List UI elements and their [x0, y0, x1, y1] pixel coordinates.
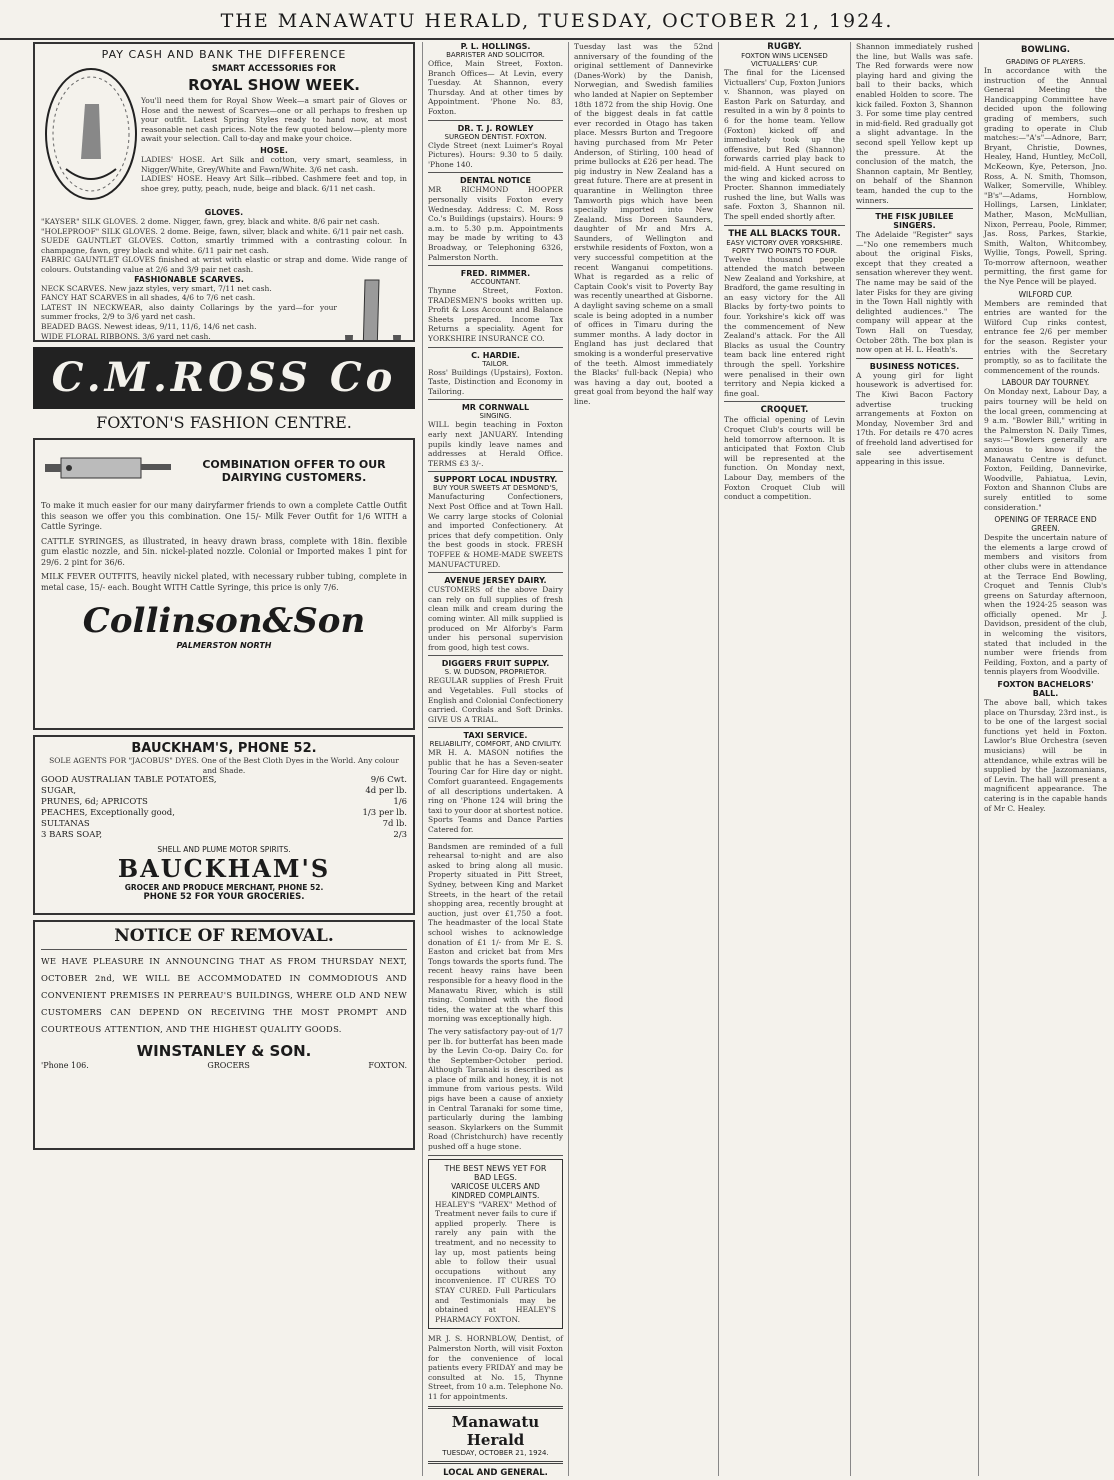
card-subheading: RELIABILITY, COMFORT, AND CIVILITY. [429, 740, 562, 749]
glove-item: "KAYSER" SILK GLOVES. 2 dome. Nigger, fawn, grey, black and white. 8/6 pair net cash. [41, 217, 380, 226]
divider [428, 120, 563, 121]
column-ads [28, 42, 420, 1476]
winstanley-grocers: GROCERS [207, 1061, 250, 1070]
collinson-dairy-ad [33, 438, 415, 730]
collinson-town: PALMERSTON NORTH [176, 641, 272, 650]
card-subheading: S. W. DUDSON, PROPRIETOR. [444, 668, 547, 677]
healey-varex-ad [428, 1159, 563, 1330]
card-subheading: SURGEON DENTIST. FOXTON. [444, 132, 547, 141]
croquet-heading: CROQUET. [760, 405, 809, 416]
glove-item: FABRIC GAUNTLET GLOVES finished at wrist with elastic or strap and dome. Wide range of colours. Outstanding value at 2/6 and 3/9 pair net cash. [41, 255, 407, 274]
scarf-item [41, 341, 337, 342]
card-heading: SUPPORT LOCAL INDUSTRY. [433, 475, 558, 485]
fashion-centre-heading: FOXTON'S FASHION CENTRE. [96, 413, 352, 432]
divider [428, 172, 563, 173]
bowling-column [978, 42, 1112, 1476]
glove-item: SUEDE GAUNTLET GLOVES. Cotton, smartly trimmed with a contrasting colour. In champagne, fawn, grey black and white. 6/11 pair net cash. [41, 236, 407, 255]
bauckham-heading: BAUCKHAM'S, PHONE 52. [131, 741, 317, 756]
fisk-heading: THE FISK JUBILEE SINGERS. [875, 212, 954, 231]
terrace-text: Despite the uncertain nature of the elements a large crowd of members and visitors from other clubs were in attendance at the Terrace End Bowling, Croquet and Tennis Club's greens on Saturday afternoon, when the 1924-25 season was officially opened. Mr J. Davidson, president of the club, in welcoming the visitors, stated that included in the number were friends from Feilding, Foxton, and a party of tennis players from Woodville. [984, 533, 1107, 677]
removal-heading: NOTICE OF REMOVAL. [114, 926, 334, 946]
price-row: SULTANAS 7d lb. [41, 819, 407, 830]
card-subheading: SINGING. [479, 412, 512, 421]
hose-item: LADIES' HOSE. Art Silk and cotton, very smart, seamless, in Nigger/White, Grey/White and Fawn/White. 3/6 net cash. [141, 154, 407, 174]
milk-fever-text: MILK FEVER OUTFITS, heavily nickel plated, with necessary rubber tubing, complete in metal case, 15/- each. Bought WITH Cattle Syringe, this price is only 7/6. [41, 572, 407, 592]
price-row: 3 BARS SOAP, 2/3 [41, 830, 407, 841]
medical-heading: THE BEST NEWS YET FOR BAD LEGS. [444, 1163, 547, 1182]
allblacks-heading: THE ALL BLACKS TOUR. [728, 228, 841, 239]
price-row: GOOD AUSTRALIAN TABLE POTATOES, 9/6 Cwt. [41, 775, 407, 786]
divider [428, 655, 563, 656]
column-local-news [422, 42, 568, 1476]
medical-text: HEALEY'S "VAREX" Method of Treatment never fails to cure if applied properly. There is rarely any pain with the treatment, and no necessity to lay up, most patients being able to follow their usual occupations without any inconvenience. IT CURES TO STAY CURED. Full Particulars and Testimonials may be obtained at HEALEY'S PHARMACY FOXTON. [435, 1199, 556, 1324]
professional-card [428, 269, 563, 348]
divider [428, 399, 563, 400]
card-text: MR H. A. MASON notifies the public that he has a Seven-seater Touring Car for Hire day or night. Comfort guaranteed. Engagements of all descriptions undertaken. A ring on 'Phone 124 will bring the taxi to your door at shortest notice. Sports Teams and Dance Parties Catered for. [428, 748, 563, 835]
fisk-text: The Adelaide "Register" says—"No one remembers much about the original Fisks, except that they created a sensation wherever they went. The name may be said of the later Fisks for they are giving in the Town Hall nightly with delighted audiences." The company will appear at the Town Hall on Tuesday, October 28th. The box plan is now open at H. L. Heath's. [856, 230, 973, 355]
bachelors-text: The above ball, which takes place on Thursday, 23rd inst., is to be one of the largest social functions yet held in Foxton. Lawlor's Blue Orchestra (seven musicians) will be in attendance, while extras will be supplied by the Jazzomanians, of Levin. The hall will present a magnificent appearance. The catering is in the capable hands of Mr C. Healey. [984, 698, 1107, 813]
combination-offer-text: To make it much easier for our many dairyfarmer friends to own a complete Cattle Outfit this season we offer you this combination. One 15/- Milk Fever Outfit for 1/6 WITH a Cattle Syringe. [41, 501, 407, 531]
bauckham-big-logo: BAUCKHAM'S [117, 854, 331, 884]
price-row: PEACHES, Exceptionally good, 1/3 per lb. [41, 808, 407, 819]
card-heading: C. HARDIE. [471, 350, 520, 360]
winstanley-name: WINSTANLEY & SON. [136, 1042, 312, 1060]
news-paragraphs-mid: The very satisfactory pay-out of 1/7 per lb. for butterfat has been made by the Levin Co-op. Dairy Co. for the September-October period. Although Taranaki is described as a place of milk and honey, it is not immune from various pests. Wild pigs have been a cause of anxiety in Central Taranaki for some time, particularly during the lambing season. Skylarkers on the Summit Road (Christchurch) have recently pushed off a huge stone. [428, 1026, 563, 1152]
card-heading: FRED. RIMMER. [460, 269, 531, 279]
card-heading: MR CORNWALL [461, 403, 530, 413]
column-general-news [568, 42, 718, 1476]
glove-illustration [41, 64, 141, 208]
gloves-heading: GLOVES. [204, 208, 244, 217]
card-text: Thynne Street, Foxton. TRADESMEN'S books written up. Profit & Loss Account and Balance Sheets prepared. Income Tax Returns a speciality. Agent for YORKSHIRE INSURANCE CO. [428, 286, 563, 344]
scarf-item: BEADED BAGS. Newest ideas, 9/11, 11/6, 14/6 net cash. [41, 321, 257, 331]
removal-notice-ad [33, 920, 415, 1150]
winstanley-town: FOXTON. [368, 1061, 407, 1070]
bauckham-phone: PHONE 52 FOR YOUR GROCERIES. [143, 892, 305, 903]
terrace-heading: OPENING OF TERRACE END GREEN. [994, 515, 1097, 534]
allblacks-text: Twelve thousand people attended the match between New Zealand and Yorkshire, at Bradford, the game resulting in an easy victory for the All Blacks by forty-two points to four. Yorkshire's kick off was the commencement of New Zealand's attack. For the All Blacks as usual the Country team back line entered right through the spell. Yorkshire were penalised in their own territory and Nepia kicked a fine goal. [724, 254, 845, 398]
card-heading: DENTAL NOTICE [460, 176, 531, 186]
scarf-item: NECK SCARVES. New jazz styles, very smart, 7/11 net cash. [41, 283, 272, 293]
herald-date: TUESDAY, OCTOBER 21, 1924. [442, 1448, 549, 1457]
allblacks-subheading: EASY VICTORY OVER YORKSHIRE. [726, 238, 843, 247]
stocking-illustration [337, 275, 407, 342]
professional-card [428, 403, 563, 472]
winstanley-footer [41, 1060, 407, 1071]
business-notices-heading: BUSINESS NOTICES. [869, 361, 960, 371]
winstanley-phone: 'Phone 106. [41, 1061, 89, 1070]
card-subheading: BARRISTER AND SOLICITOR. [446, 51, 545, 59]
professional-card [428, 124, 563, 174]
smart-accessories-heading: SMART ACCESSORIES FOR [211, 64, 337, 74]
croquet-text: The official opening of Levin Croquet Club's courts will be held tomorrow afternoon. It is anticipated that Foxton Club will be represented at the function. On Monday next, Labour Day, members of the Foxton Croquet Club will conduct a competition. [724, 415, 845, 502]
bowling-subheading: GRADING OF PLAYERS. [1005, 58, 1086, 66]
column-entertainment [850, 42, 978, 1476]
column-professional-cards [428, 42, 563, 842]
rugby-text: The final for the Licensed Victuallers' Cup, Foxton Juniors v. Shannon, was played on Easton Park on Saturday, and resulted in a win by 8 points to 6 for the home team. Yellow (Foxton) kicked off and immediately took up the offensive, but Red (Shannon) forwards carried play back to mid-field. A Hunt secured on the wing and kicked across to Procter. Shannon immediately rushed the line, but Walls was safe. Foxton 3, Shannon nil. The spell ended shortly after. [724, 68, 845, 221]
divider [428, 471, 563, 472]
masthead: THE MANAWATU HERALD, TUESDAY, OCTOBER 21, 1924. [0, 4, 1114, 40]
hose-item: LADIES' HOSE. Heavy Art Silk—ribbed. Cashmere feet and top, in shoe grey, putty, peach, nude, beige and black. 6/11 net cash. [141, 174, 407, 193]
medical-subheading: VARICOSE ULCERS AND KINDRED COMPLAINTS. [451, 1181, 540, 1200]
professional-card [428, 42, 563, 121]
bowling-text: In accordance with the instruction of the Annual General Meeting the Handicapping Committee have decided upon the following grading of members, such grading to operate in Club matches:—"A's"—Adnore, Barr, Bryant, Christie, Downes, Healey, Hand, Huntley, McColl, McKeown, Kye, Peterson, Jno. Ross, A. N. Smith, Thomson, Walker, Somerville, Whibley. "B's"—Adams, Hornblow, Hollings, Larsen, Linklater, Mather, Mason, McMullian, Nixon, Perreau, Poole, Rimmer, Jas. Ross, Parkes, Starkie, Smith, Walton, Whitcombey, Wyllie, Tongs, Powell, Spring. To-morrow afternoon, weather permitting, the first game for the Nye Pence will be played. [984, 66, 1107, 287]
bauckham-agents: SOLE AGENTS FOR "JACOBUS" DYES. One of the Best Cloth Dyes in the World. Any colour and Shade. [49, 756, 399, 775]
card-subheading: TAILOR. [482, 359, 509, 368]
professional-card [428, 576, 563, 656]
column-sports [718, 42, 850, 1476]
removal-text: WE HAVE PLEASURE IN ANNOUNCING THAT AS FROM THURSDAY NEXT, OCTOBER 2nd, WE WILL BE ACCOMMODATED IN COMMODIOUS AND CONVENIENT PREMISES IN PERREAU'S BUILDINGS, WHERE OLD AND NEW CUSTOMERS CAN DEPEND ON RECEIVING THE MOST PROMPT AND COURTEOUS ATTENTION, AND THE HIGHEST QUALITY GOODS. [41, 956, 407, 1034]
card-heading: DIGGERS FRUIT SUPPLY. [441, 659, 550, 669]
business-notices-text: A young girl for light housework is advertised for. The Kiwi Bacon Factory advertise trucking arrangements at Foxton on Monday, November 3rd and 17th. For details re 470 acres of freehold land advertised for sale see advertisement appearing in this issue. [856, 370, 973, 467]
combination-offer-heading: COMBINATION OFFER TO OUR DAIRYING CUSTOMERS. [202, 458, 386, 484]
card-heading: DR. T. J. ROWLEY [457, 123, 534, 133]
card-subheading: ACCOUNTANT. [470, 278, 521, 287]
card-text: Manufacturing Confectioners, Next Post Office and at Town Hall. We carry large stocks of Colonial and imported Confectionery. At prices that defy competition. Only the best goods in stock. FRESH TOFFEE & HOME-MADE SWEETS MANUFACTURED. [428, 492, 563, 569]
scarves-heading: FASHIONABLE SCARVES. [134, 274, 244, 284]
professional-card [428, 659, 563, 728]
bowling-heading: BOWLING. [1021, 45, 1070, 55]
card-heading: AVENUE JERSEY DAIRY. [444, 576, 547, 586]
bauckham-price-list [41, 775, 407, 841]
professional-card [428, 351, 563, 401]
labour-text: On Monday next, Labour Day, a pairs tourney will be held on the local green, commencing at 9 a.m. "Bowler Bill," writing in the Palmerston N. Daily Times, says:—"Bowlers generally are anxious to know if the Manawatu Centre is defunct. Foxton, Feilding, Dannevirke, Woodville, Pahiatua, Levin, Foxton and Shannon Clubs are surely entitled to some consideration." [984, 387, 1107, 512]
professional-card [428, 176, 563, 266]
scarf-item: WIDE FLORAL RIBBONS. 3/6 yard net cash. [41, 331, 211, 341]
bauckham-shell: SHELL AND PLUME MOTOR SPIRITS. [157, 845, 291, 855]
local-general-heading: LOCAL AND GENERAL. [443, 1467, 548, 1476]
news-paragraphs-top: Bandsmen are reminded of a full rehearsal to-night and are also asked to bring along all music. Property situated in Pitt Street, Sydney, between King and Market Streets, in the heart of the retail shopping area, recently brought at auction, just over £1,750 a foot. The headmaster of the local State school wishes to acknowledge donation of £1 1/- from Mr E. S. Easton and cricket bat from Mrs Tongs towards the sports fund. The recent heavy rains have been responsible for a heavy flood in the Manawatu River, which is still rising. Combined with the flood tides, the water at the wharf this morning was exceptionally high. [428, 841, 563, 1024]
labour-heading: LABOUR DAY TOURNEY. [1001, 378, 1090, 388]
ross-logo: C.M.ROSS Co [33, 347, 415, 409]
bauckham-grocer: GROCER AND PRODUCE MERCHANT, PHONE 52. [124, 883, 324, 893]
rugby-continued-text: Shannon immediately rushed the line, but Walls was safe. The Red forwards were now playing hard and giving the ball to their backs, which enabled Holden to score. The kick failed. Foxton 3, Shannon 3. For some time play centred in mid-field. Red gradually got a slight advantage. In the second spell Yellow kept up the pressure. At the conclusion of the match, the Shannon captain, Mr Bentley, on behalf of the Shannon team, handed the cup to the winners. [856, 42, 973, 205]
card-text: Ross' Buildings (Upstairs), Foxton. Taste, Distinction and Economy in Tailoring. [428, 367, 563, 396]
general-news-text: Tuesday last was the 52nd anniversary of the founding of the original settlement of Dannevirke (Danes-Work) by the Danish, Norwegian, and Swedish families who landed at Napier on September 18th 1872 from the ship Hovig. One of the biggest deals in fat cattle ever recorded in Otago has taken place. Messrs Burton and Tregoore having purchased from Mr Peter Anderson, of Stirling, 100 head of prime bullocks at £26 per head. The pig industry in New Zealand has a great future. There are at present in quarantine in Wellington three Tamworth pigs which have been specially imported into New Zealand. Miss Doreen Saunders, daughter of Mr and Mrs A. Saunders, of Wellington and erstwhile residents of Foxton, won a very successful competition at the recent Wanganui competitions. What is regarded as a relic of Captain Cook's visit to Poverty Bay was recently unearthed at Gisborne. A daylight saving scheme on a small scale is being adopted in a number of offices in Timaru during the summer months. A lady doctor in England has just declared that smoking is a wonderful preservative of the teeth. Almost immediately the Blacks' full-back (Nepia) who was having a day out, booted a great goal from beyond the half way line. [574, 42, 713, 406]
dentist-notice: MR J. S. HORNBLOW, Dentist, of Palmerston North, will visit Foxton for the convenience of local patients every FRIDAY and may be consulted at No. 15, Thynne Street, from 10 a.m. Telephone No. 11 for appointments. [428, 1334, 563, 1401]
card-text: Clyde Street (next Luimer's Royal Pictures). Hours: 9.30 to 5 daily. 'Phone 140. [428, 140, 563, 169]
ross-show-week-ad [33, 42, 415, 342]
divider [428, 572, 563, 573]
card-text: WILL begin teaching in Foxton early next JANUARY. Intending pupils kindly leave names and addresses at Herald Office. TERMS £3 3/-. [428, 420, 563, 468]
rugby-subheading: FOXTON WINS LICENSED VICTUALLERS' CUP. [741, 52, 828, 68]
rugby-heading: RUGBY. [767, 42, 802, 52]
herald-title: Manawatu Herald [451, 1412, 540, 1449]
price-row: SUGAR, 4d per lb. [41, 786, 407, 797]
price-row: PRUNES, 6d; APRICOTS 1/6 [41, 797, 407, 808]
card-text: MR RICHMOND HOOPER personally visits Foxton every Wednesday. Address: C. M. Ross Co.'s Buildings (upstairs). Hours: 9 a.m. to 5.30 p.m. Appointments may be made by writing to 43 Broadway, or Telephoning 6326, Palmerston North. [428, 185, 563, 262]
card-text: CUSTOMERS of the above Dairy can rely on full supplies of fresh clean milk and cream during the coming winter. All milk supplied is produced on Mr Alforby's Farm under his personal supervision from good, high test cows. [428, 585, 563, 652]
glove-item: "HOLEPROOF" SILK GLOVES. 2 dome. Beige, fawn, silver, black and white. 6/11 pair net cash. [41, 226, 404, 236]
divider [428, 265, 563, 266]
professional-card [428, 475, 563, 573]
royal-show-week-heading: ROYAL SHOW WEEK. [188, 76, 360, 94]
scarf-item: FANCY HAT SCARVES in all shades, 4/6 to 7/6 net cash. [41, 293, 256, 303]
bauckham-ad [33, 735, 415, 915]
scarf-item: LATEST IN NECKWEAR, also dainty Collarings by the yard—for your summer frocks, 2/9 to 3/6 yard net cash. [41, 302, 337, 322]
wilford-heading: WILFORD CUP. [1018, 289, 1073, 299]
bachelors-heading: FOXTON BACHELORS' BALL. [997, 680, 1094, 699]
card-heading: TAXI SERVICE. [463, 731, 528, 741]
syringe-illustration [41, 444, 181, 498]
collinson-logo: Collinson&Son [82, 601, 366, 641]
syringe-text: CATTLE SYRINGES, as illustrated, in heavy drawn brass, complete with 18in. flexible gum elastic nozzle, and 5in. nickel-plated nozzle. Colonial or Imported makes 1 pint for 29/6. 2 pint for 36/6. [41, 536, 407, 567]
card-heading: P. L. HOLLINGS. [460, 42, 531, 51]
divider [428, 727, 563, 728]
wilford-text: Members are reminded that entries are wanted for the Wilford Cup rinks contest, entrance fee 2/6 per member for the season. Register your entries with the Secretary promptly, so as to facilitate the commencement of the rounds. [984, 298, 1107, 375]
allblacks-subheading-2: FORTY TWO POINTS TO FOUR. [731, 246, 838, 255]
card-text: Office, Main Street, Foxton. Branch Offices— At Levin, every Tuesday. At Shannon, every Thursday. And at other times by Appointment. 'Phone No. 83, Foxton. [428, 59, 563, 116]
card-text: REGULAR supplies of Fresh Fruit and Vegetables. Full stocks of English and Colonial Confectionery carried. Cordials and Soft Drinks. GIVE US A TRIAL. [428, 676, 563, 724]
show-intro-text: You'll need them for Royal Show Week—a smart pair of Gloves or Hose and the newest of Scarves—one or all perhaps to freshen up your outfit. Latest Spring Styles ready to hand now, at most reasonable net cash prices. Note the few quoted below—plenty more await your selection. Call to-day and make your choice. [141, 96, 407, 144]
professional-card [428, 731, 563, 838]
card-subheading: BUY YOUR SWEETS AT DESMOND'S, [433, 484, 558, 493]
hose-heading: HOSE. [260, 145, 288, 155]
pay-cash-banner: PAY CASH AND BANK THE DIFFERENCE [101, 48, 347, 61]
divider [428, 838, 563, 839]
divider [428, 347, 563, 348]
